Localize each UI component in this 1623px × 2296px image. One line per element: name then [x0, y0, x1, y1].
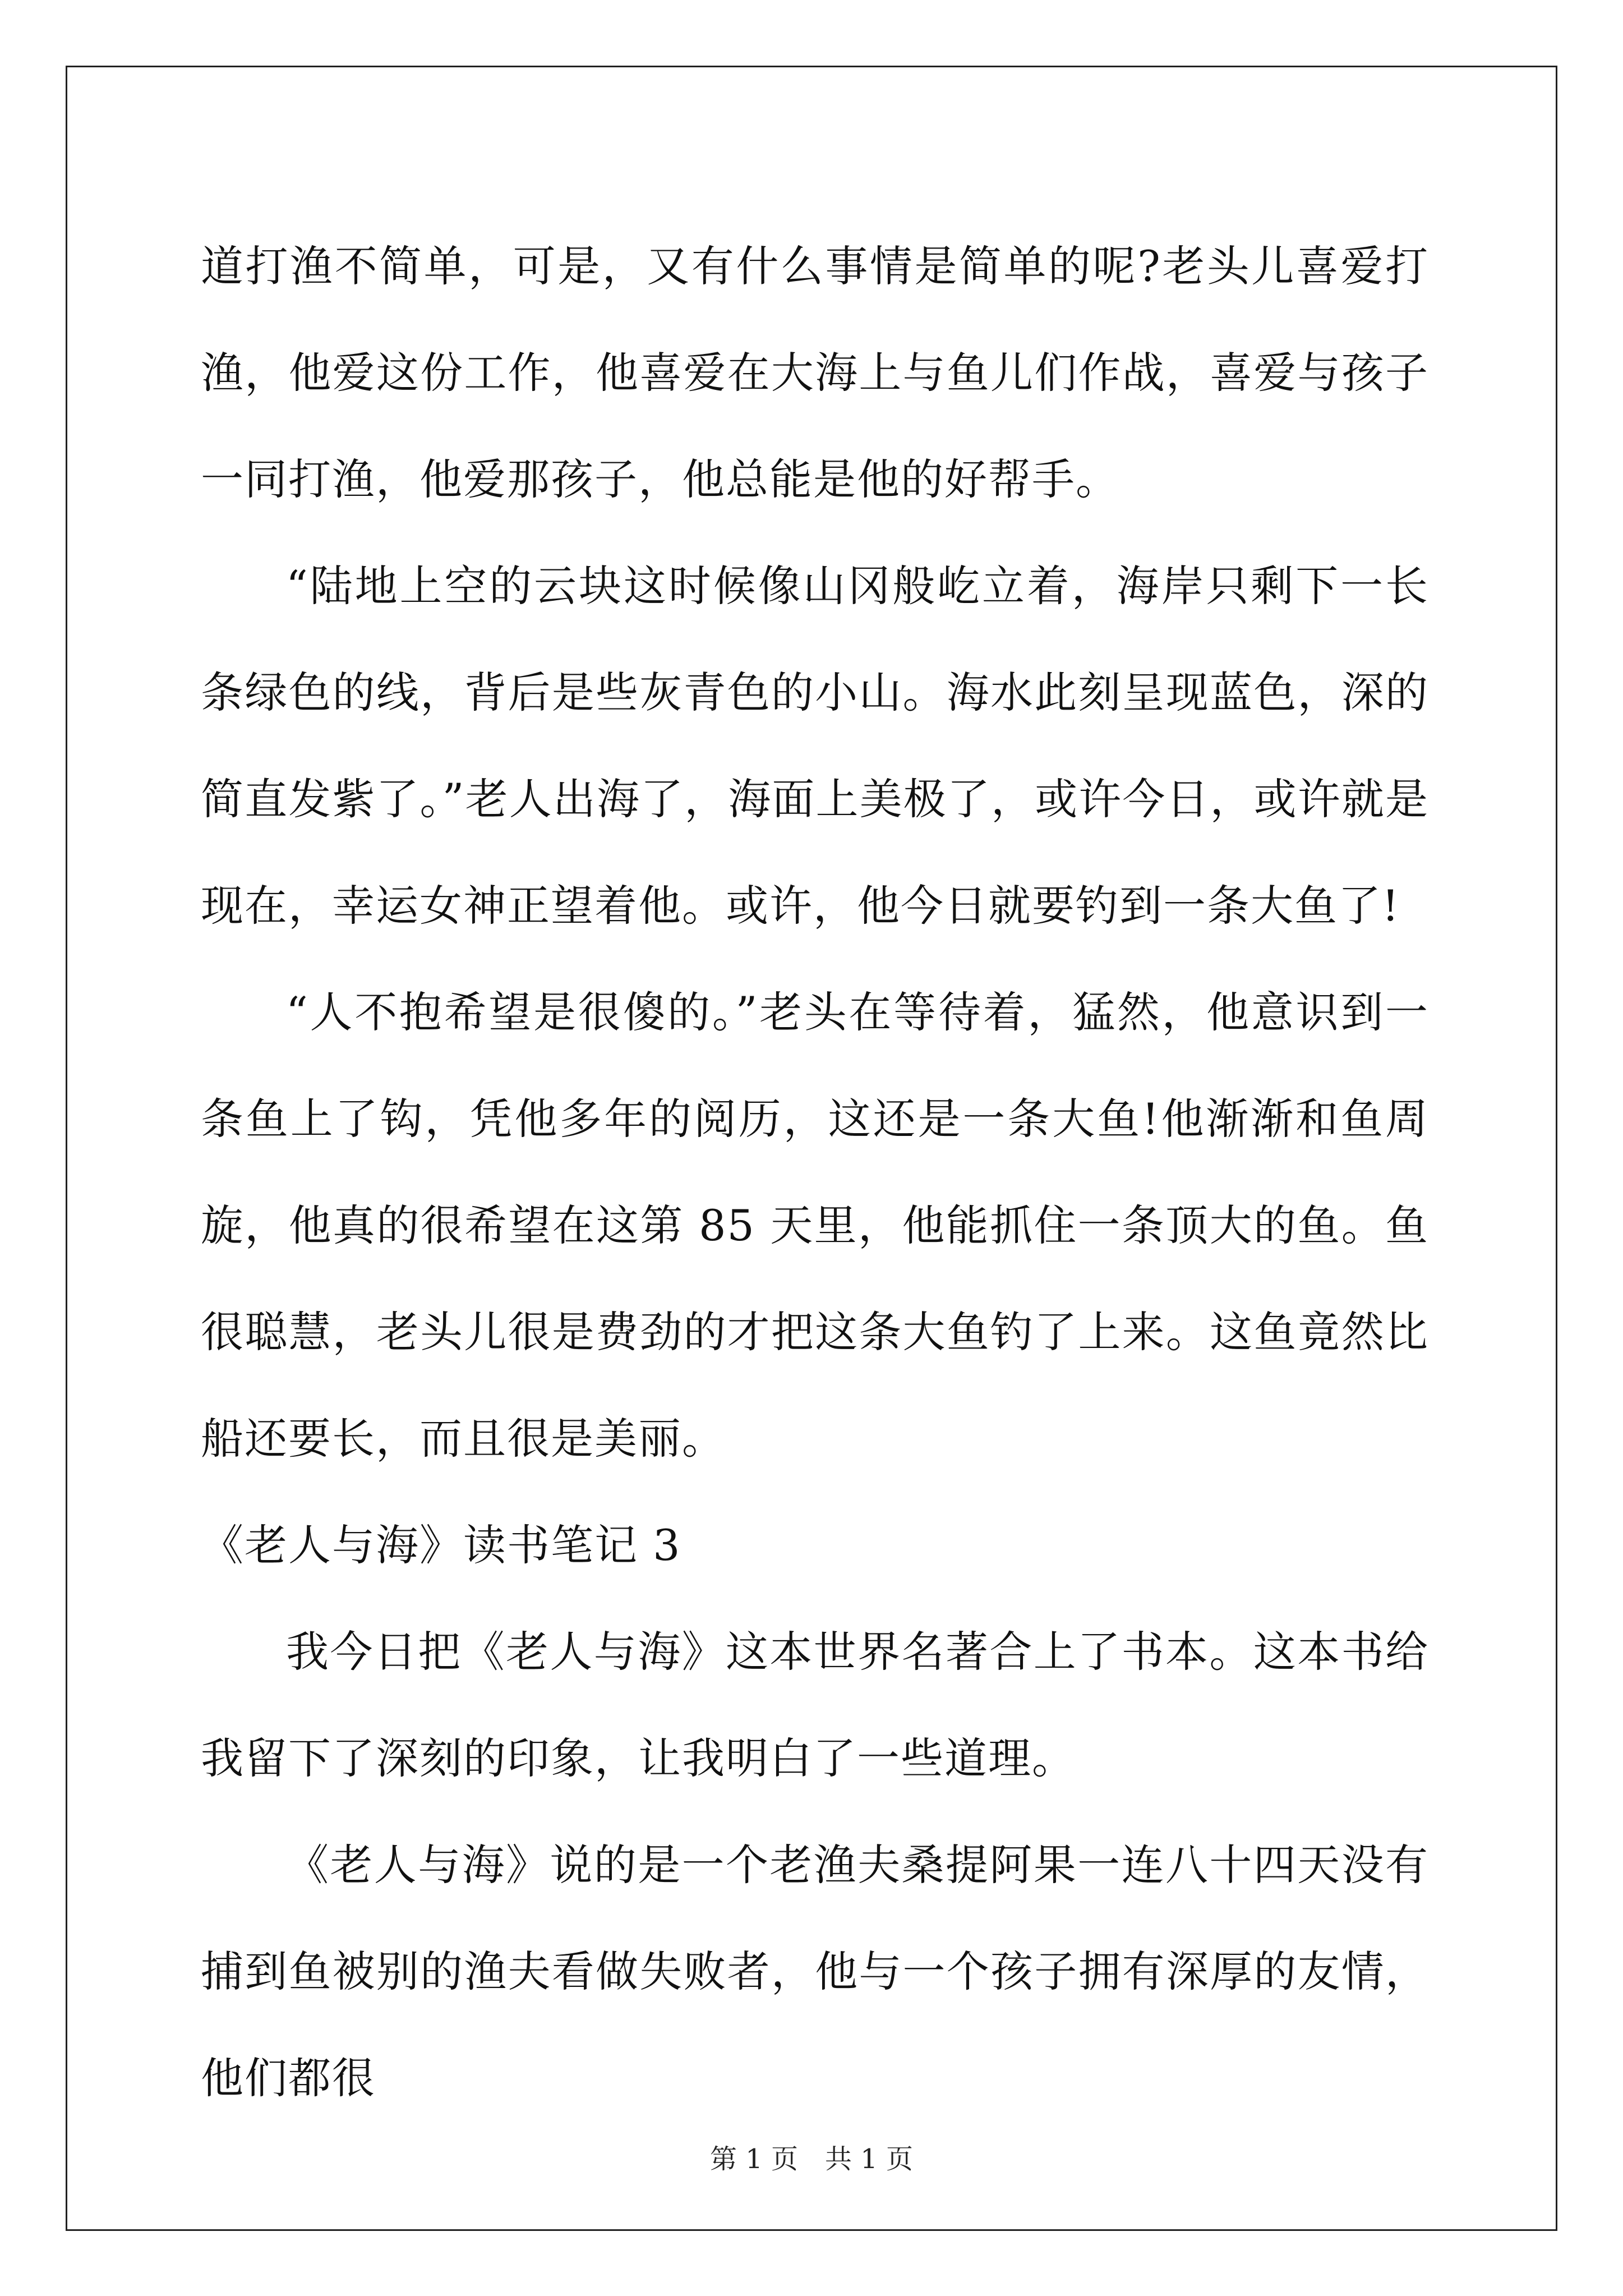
- paragraph-closing-book: 我今日把《老人与海》这本世界名著合上了书本。这本书给我留下了深刻的印象，让我明白了一些道理。: [201, 1627, 1429, 1783]
- document-body: [201, 213, 1429, 2132]
- page-number: 第 1 页 共 1 页: [709, 2143, 914, 2175]
- paragraph-sea-description: “陆地上空的云块这时候像山冈般屹立着，海岸只剩下一长条绿色的线，背后是些灰青色的小山。海水此刻呈现蓝色，深的简直发紫了。”老人出海了，海面上美极了，或许今日，或许就是现在，幸运女神正望着他。或许，他今日就要钓到一条大鱼了!: [201, 561, 1429, 931]
- paragraph-summary: 《老人与海》说的是一个老渔夫桑提阿果一连八十四天没有捕到鱼被别的渔夫看做失败者，他与一个孩子拥有深厚的友情，他们都很: [201, 1840, 1429, 2103]
- section-title: 《老人与海》读书笔记 3: [201, 1520, 681, 1570]
- paragraph-continuation: 道打渔不简单，可是，又有什么事情是简单的呢?老头儿喜爱打渔，他爱这份工作，他喜爱在大海上与鱼儿们作战，喜爱与孩子一同打渔，他爱那孩子，他总能是他的好帮手。: [201, 241, 1429, 504]
- paragraph-big-fish: “人不抱希望是很傻的。”老头在等待着，猛然，他意识到一条鱼上了钩，凭他多年的阅历，这还是一条大鱼!他渐渐和鱼周旋，他真的很希望在这第 85 天里，他能抓住一条顶大的鱼。鱼很聪慧，老头儿很是费劲的才把这条大鱼钓了上来。这鱼竟然比船还要长，而且很是美丽。: [201, 987, 1429, 1464]
